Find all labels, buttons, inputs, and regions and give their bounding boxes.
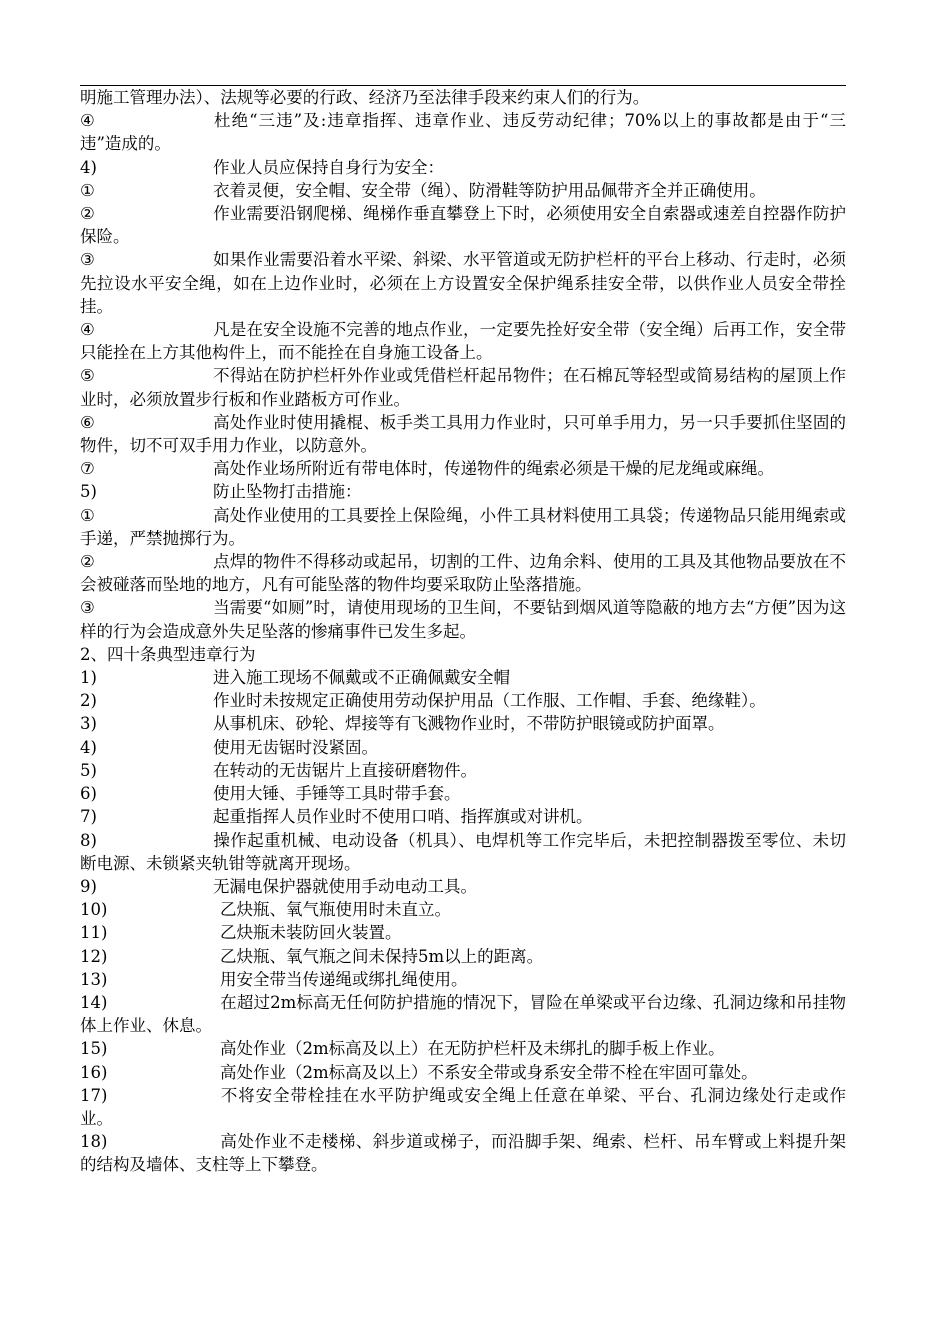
paragraph-1: ④ 杜绝“三违”及:违章指挥、违章作业、违反劳动纪律；70%以上的事故都是由于“三违”造成的。 <box>80 111 846 154</box>
list-item-13: 13) 用安全带当传递绳或绑扎绳使用。 <box>80 969 468 989</box>
list-item-16: 16) 高处作业（2m标高及以上）不系安全带或身系安全带不栓在牢固可靠处。 <box>80 1062 758 1082</box>
paragraph-5: ③ 如果作业需要沿着水平梁、斜梁、水平管道或无防护栏杆的平台上移动、行走时，必须先拉设水平安全绳，如在上边作业时，必须在上方设置安全保护绳系挂安全带，以供作业人员安全带拴挂。 <box>80 250 846 316</box>
list-item-17: 17) 不将安全带栓挂在水平防护绳或安全绳上任意在单梁、平台、孔洞边缘处行走或作业。 <box>80 1085 846 1128</box>
list-item-10: 10) 乙炔瓶、氧气瓶使用时未直立。 <box>80 900 451 920</box>
list-item-6: 6) 使用大锤、手锤等工具时带手套。 <box>80 784 461 804</box>
paragraph-9: ⑦ 高处作业场所附近有带电体时，传递物件的绳索必须是干燥的尼龙绳或麻绳。 <box>80 459 774 479</box>
paragraph-12: ② 点焊的物件不得移动或起吊，切割的工件、边角余料、使用的工具及其他物品要放在不会被碰落而坠地的地方，凡有可能坠落的物件均要采取防止坠落措施。 <box>80 552 846 595</box>
list-item-4: 4) 使用无齿锯时没紧固。 <box>80 737 378 757</box>
paragraph-6: ④ 凡是在安全设施不完善的地点作业，一定要先拴好安全带（安全绳）后再工作，安全带只能拴在上方其他构件上，而不能拴在自身施工设备上。 <box>80 320 846 363</box>
list-item-11: 11) 乙炔瓶未装防回火装置。 <box>80 923 402 943</box>
document-body <box>80 86 846 1177</box>
paragraph-13: ③ 当需要“如厕”时，请使用现场的卫生间，不要钻到烟风道等隐蔽的地方去“方便”因为这样的行为会造成意外失足坠落的惨痛事件已发生多起。 <box>80 598 846 641</box>
list-item-2: 2) 作业时未按规定正确使用劳动保护用品（工作服、工作帽、手套、绝缘鞋）。 <box>80 691 766 711</box>
list-item-18: 18) 高处作业不走楼梯、斜步道或梯子，而沿脚手架、绳索、栏杆、吊车臂或上料提升架的结构及墙体、支柱等上下攀登。 <box>80 1132 846 1175</box>
paragraph-8: ⑥ 高处作业时使用撬棍、板手类工具用力作业时，只可单手用力，另一只手要抓住坚固的物件，切不可双手用力作业，以防意外。 <box>80 412 846 456</box>
paragraph-0: 明施工管理办法）、法规等必要的行政、经济乃至法律手段来约束人们的行为。 <box>80 88 650 107</box>
paragraph-2: 4) 作业人员应保持自身行为安全： <box>80 157 444 177</box>
list-item-1: 1) 进入施工现场不佩戴或不正确佩戴安全帽 <box>80 668 510 688</box>
list-item-7: 7) 起重指挥人员作业时不使用口哨、指挥旗或对讲机。 <box>80 807 593 827</box>
paragraph-7: ⑤ 不得站在防护栏杆外作业或凭借栏杆起吊物件；在石棉瓦等轻型或简易结构的屋顶上作业时，必须放置步行板和作业踏板方可作业。 <box>80 366 846 409</box>
paragraph-3: ① 衣着灵便，安全帽、安全带（绳）、防滑鞋等防护用品佩带齐全并正确使用。 <box>80 180 766 200</box>
list-item-9: 9) 无漏电保护器就使用手动电动工具。 <box>80 876 477 896</box>
section-heading: 2、四十条典型违章行为 <box>80 644 256 664</box>
paragraph-4: ② 作业需要沿钢爬梯、绳梯作垂直攀登上下时，必须使用安全自索器或速差自控器作防护保险。 <box>80 204 846 247</box>
list-item-3: 3) 从事机床、砂轮、焊接等有飞溅物作业时，不带防护眼镜或防护面罩。 <box>80 714 725 734</box>
paragraph-10: 5) 防止坠物打击措施： <box>80 482 362 502</box>
list-item-12: 12) 乙炔瓶、氧气瓶之间未保持5m以上的距离。 <box>80 946 544 966</box>
list-item-15: 15) 高处作业（2m标高及以上）在无防护栏杆及未绑扎的脚手板上作业。 <box>80 1039 725 1059</box>
paragraph-11: ① 高处作业使用的工具要拴上保险绳，小件工具材料使用工具袋；传递物品只能用绳索或手递，严禁抛掷行为。 <box>80 505 846 548</box>
list-item-14: 14) 在超过2m标高无任何防护措施的情况下，冒险在单梁或平台边缘、孔洞边缘和吊挂物体上作业、休息。 <box>80 992 846 1036</box>
list-item-5: 5) 在转动的无齿锯片上直接研磨物件。 <box>80 760 477 780</box>
list-item-8: 8) 操作起重机械、电动设备（机具）、电焊机等工作完毕后，未把控制器拨至零位、未切断电源、未锁紧夹轨钳等就离开现场。 <box>80 830 846 873</box>
